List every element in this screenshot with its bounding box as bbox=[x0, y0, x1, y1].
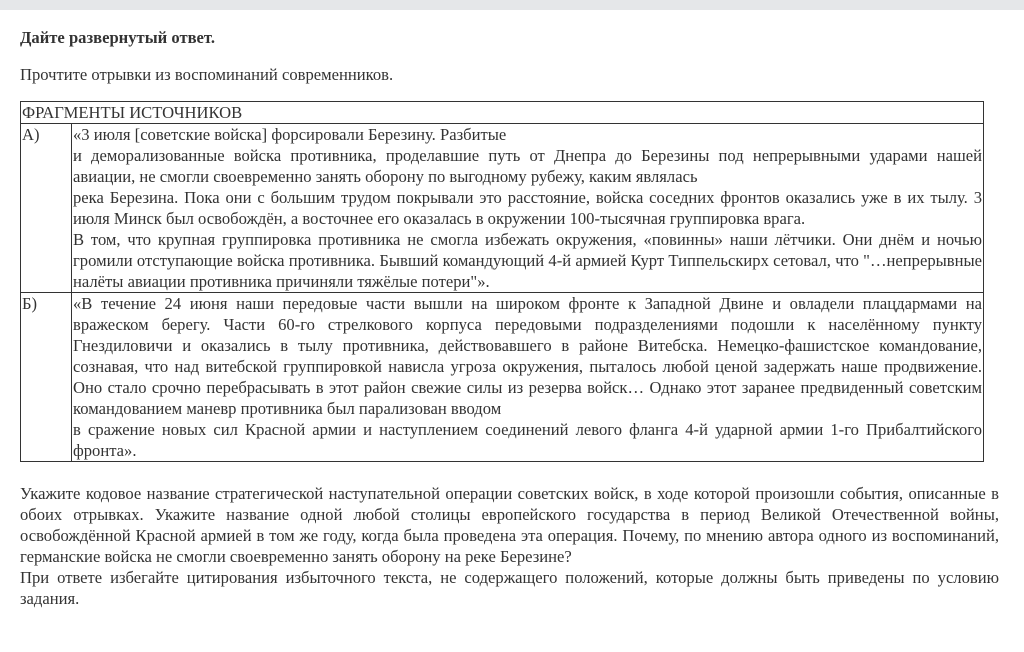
source-row-a bbox=[21, 124, 984, 293]
sources-table-header: ФРАГМЕНТЫ ИСТОЧНИКОВ bbox=[21, 102, 984, 124]
task-heading: Дайте развернутый ответ. bbox=[20, 28, 215, 47]
answer-instructions: При ответе избегайте цитирования избыточного текста, не содержащего положений, которые должны быть приведены по условию задания. bbox=[20, 568, 999, 608]
sources-table-header-row bbox=[21, 102, 984, 124]
source-text-b bbox=[72, 293, 984, 462]
source-a-paragraph: и деморализованные войска противника, проделавшие путь от Днепра до Березины под непрерывными ударами нашей авиации, не смогли своевременно занять оборону по выгодному рубежу, каким являлась bbox=[73, 146, 982, 186]
source-label-a: А) bbox=[21, 124, 72, 293]
source-b-paragraph: «В течение 24 июня наши передовые части вышли на широком фронте к Западной Двине и овладели плацдармами на вражеском берегу. Части 60-го стрелкового корпуса передовыми подразделениями подошли к населённому пункту Гнездиловичи и оказались в тылу противника, действовавшего в районе Витебска. Немецко-фашистское командование, сознавая, что над витебской группировкой нависла угроза окружения, пыталось любой ценой задержать наше продвижение. Оно стало срочно перебрасывать в этот район свежие силы из резерва войск… Однако этот заранее предвиденный советским командованием маневр противника был парализован вводом bbox=[73, 294, 982, 418]
source-a-paragraph: «3 июля [советские войска] форсировали Березину. Разбитые bbox=[73, 125, 507, 144]
source-a-paragraph: В том, что крупная группировка противника не смогла избежать окружения, «повинны» наши лётчики. Они днём и ночью громили отступающие войска противника. Бывший командующий 4-й армией Курт Типпельскирх сетовал, что "…непрерывные налёты авиации противника причиняли тяжёлые потери"». bbox=[73, 230, 982, 291]
task-content bbox=[20, 27, 999, 609]
source-label-b: Б) bbox=[21, 293, 72, 462]
sources-table bbox=[20, 101, 984, 462]
source-row-b bbox=[21, 293, 984, 462]
top-bar bbox=[0, 0, 1024, 10]
question-text: Укажите кодовое название стратегической наступательной операции советских войск, в ходе которой произошли события, описанные в обоих отрывках. Укажите название одной любой столицы европейского государства в период Великой Отечественной войны, освобождённой Красной армией в том же году, когда была проведена эта операция. Почему, по мнению автора одного из воспоминаний, германские войска не смогли своевременно занять оборону на реке Березине? bbox=[20, 484, 999, 566]
task-question bbox=[20, 483, 999, 609]
source-b-paragraph: в сражение новых сил Красной армии и наступлением соединений левого фланга 4-й ударной армии 1-го Прибалтийского фронта». bbox=[73, 420, 982, 460]
source-a-paragraph: река Березина. Пока они с большим трудом покрывали это расстояние, войска соседних фронтов оказались уже в их тылу. 3 июля Минск был освобождён, а восточнее его оказалась в окружении 100-тысячная группировка врага. bbox=[73, 188, 982, 228]
source-text-a bbox=[72, 124, 984, 293]
task-intro: Прочтите отрывки из воспоминаний современников. bbox=[20, 65, 394, 84]
